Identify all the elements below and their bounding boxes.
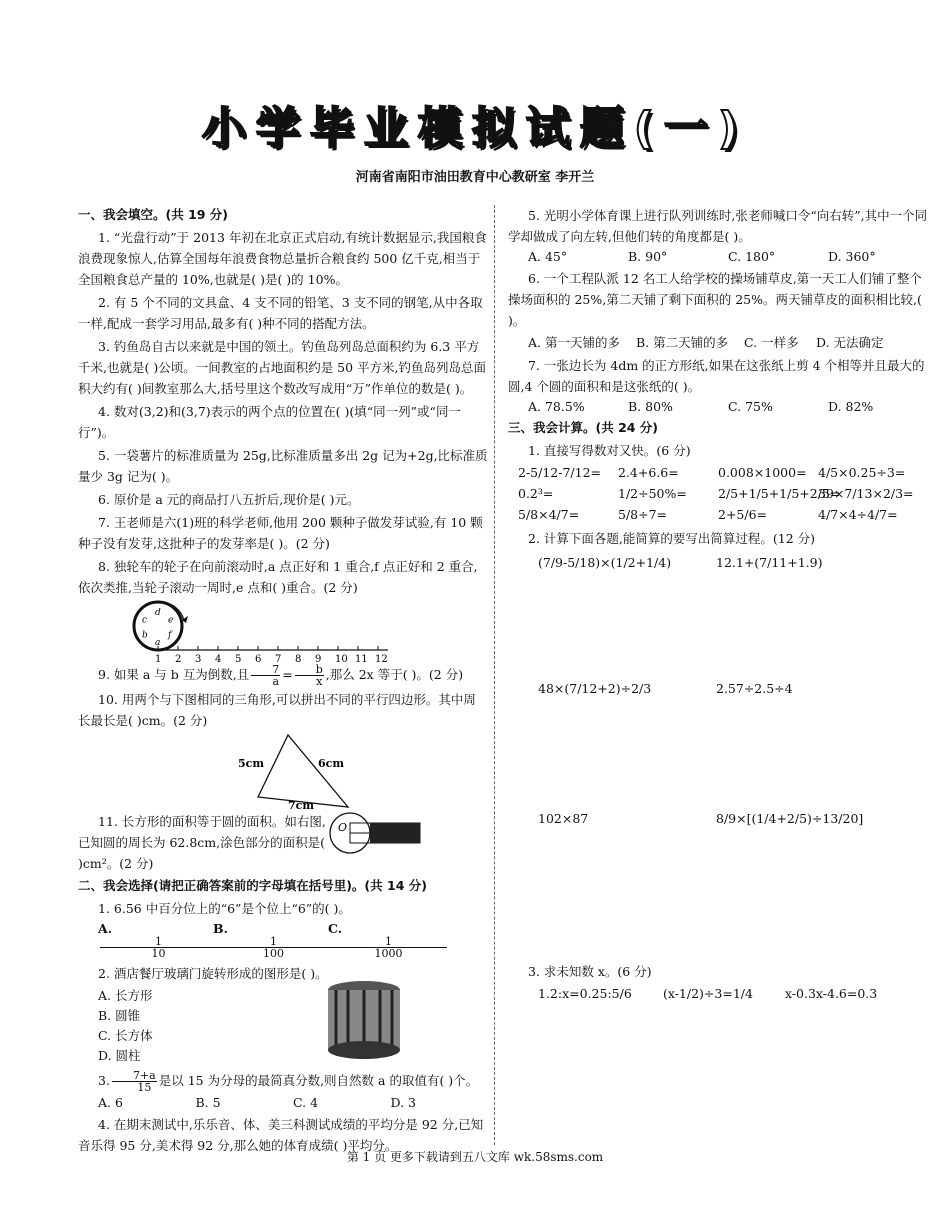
revolving-door-image — [326, 978, 406, 1062]
ruler-tick-label: 11 — [355, 654, 368, 665]
frac-den: 1000 — [374, 947, 403, 960]
frac-den: 10 — [151, 947, 166, 960]
choice-1-option-a — [98, 921, 213, 959]
tri-label-6cm: 6cm — [318, 757, 344, 770]
ruler-tick-label: 2 — [175, 654, 182, 665]
q9-frac1-num: 7 — [251, 664, 280, 676]
choice-7-option-a: A. 78.5% — [528, 399, 585, 414]
question-6: 6. 原价是 a 元的商品打八五折后,现价是( )元。 — [98, 492, 360, 507]
frac-num: 1 — [100, 936, 217, 948]
choice-5-option-c: C. 180° — [728, 249, 776, 264]
question-9: 9. 如果 a 与 b 互为倒数,且 $\frac{7}{a}$ = $\frac{b}{x}$ ,那么 2x 等于( )。(2 分) — [98, 663, 464, 688]
calc-item: 2/5+1/5+1/5+2/5= — [718, 486, 841, 501]
question-4: 4. 数对(3,2)和(3,7)表示的两个点的位置在( )(填“同一列”或“同一行”)。 — [78, 404, 461, 440]
calc-item: 0.008×1000= — [718, 465, 807, 480]
ruler-tick-label: 3 — [195, 654, 202, 665]
center-label: O — [338, 821, 348, 834]
ruler-tick-label: 1 — [155, 654, 162, 665]
calc-item: 2.4+6.6= — [618, 465, 679, 480]
choice-6: 6. 一个工程队派 12 名工人给学校的操场铺草皮,第一天工人们铺了整个操场面积的 25%,第二天铺了剩下面积的 25%。两天铺草皮的面积相比较,( )。 — [508, 271, 922, 328]
wheel-letter: c — [142, 615, 148, 626]
choice-3-option-d: D. 3 — [390, 1095, 416, 1110]
expr-1: (7/9-5/18)×(1/2+1/4) — [538, 555, 672, 570]
choice-3 — [78, 1070, 488, 1093]
tri-label-5cm: 5cm — [238, 757, 264, 770]
column-divider — [494, 205, 495, 1145]
choice-6-option-a: A. 第一天铺的多 — [528, 335, 620, 350]
wheel-letter: d — [155, 608, 161, 618]
choice-3-option-c: C. 4 — [293, 1095, 319, 1110]
c3-frac — [112, 1070, 157, 1093]
calc-item: 2+5/6= — [718, 507, 768, 522]
choice-2-option-a: A. 长方形 — [98, 988, 153, 1003]
tri-label-7cm: 7cm — [288, 799, 314, 812]
triangle-svg — [238, 733, 538, 811]
circle-rect-figure — [328, 811, 428, 861]
choice-7-option-d: D. 82% — [828, 399, 874, 414]
choice-1-option-b — [213, 921, 328, 959]
wheel-letter: b — [142, 630, 148, 641]
calc-part-2-area — [508, 551, 928, 961]
question-5: 5. 一袋薯片的标准质量为 25g,比标准质量多出 2g 记为+2g,比标准质量少 3g 记为( )。 — [78, 448, 488, 484]
door-bottom — [328, 1041, 400, 1059]
choice-6-option-d: D. 无法确定 — [816, 335, 884, 350]
calc-item: 5/8×4/7= — [518, 507, 580, 522]
question-8: 8. 独轮车的轮子在向前滚动时,a 点正好和 1 重合,f 点正好和 2 重合,依次类推,当轮子滚动一周时,e 点和( )重合。(2 分) — [78, 559, 478, 595]
option-letter: C. — [328, 921, 343, 936]
expr-6: 8/9×[(1/4+2/5)÷13/20] — [716, 811, 864, 826]
expr-3: 48×(7/12+2)÷2/3 — [538, 681, 652, 696]
shaded-area — [370, 823, 420, 843]
choice-1-options — [98, 921, 488, 959]
section-fill-blank: 一、我会填空。(共 19 分) — [78, 207, 229, 222]
wheel-letter: a — [155, 638, 161, 648]
choice-2-options — [78, 986, 488, 1066]
calc-item: 4/7×4÷4/7= — [818, 507, 898, 522]
choice-1-option-c — [328, 921, 443, 959]
choice-6-options — [528, 333, 928, 351]
option-letter: B. — [213, 921, 228, 936]
expr-5: 102×87 — [538, 811, 589, 826]
exam-title: 小学毕业模拟试题(一) — [201, 103, 749, 154]
question-11: 11. 长方形的面积等于圆的面积。如右图,已知圆的周长为 62.8cm,涂色部分的面积是( )cm²。(2 分) — [78, 814, 326, 871]
calc-row-1 — [518, 465, 928, 480]
wheel-letter: f — [167, 630, 172, 641]
solve-eq-2: (x-1/2)÷3=1/4 — [663, 986, 753, 1001]
choice-5-option-a: A. 45° — [528, 249, 568, 264]
frac-den: 100 — [263, 947, 284, 960]
calc-row-3 — [518, 507, 928, 522]
q9-text-post: ,那么 2x 等于( )。(2 分) — [325, 667, 464, 682]
calc-row-2 — [518, 486, 928, 501]
choice-5-option-d: D. 360° — [828, 249, 876, 264]
solve-eq-3: x-0.3x-4.6=0.3 — [785, 986, 878, 1001]
triangle — [258, 735, 348, 807]
frac-num: 1 — [215, 936, 332, 948]
choice-3-options — [98, 1095, 488, 1110]
question-11-block — [78, 811, 488, 874]
choice-3-option-a: A. 6 — [98, 1095, 123, 1110]
c3-pre: 3. — [98, 1073, 110, 1088]
choice-7-options — [528, 399, 928, 414]
exam-subtitle: 河南省南阳市油田教育中心教研室 李开兰 — [355, 170, 595, 185]
choice-5-options — [528, 249, 928, 264]
choice-6-option-c: C. 一样多 — [744, 335, 799, 350]
wheel-letter: e — [167, 615, 174, 626]
ruler-tick-label: 7 — [275, 654, 282, 665]
triangle-figure — [78, 733, 488, 811]
question-7: 7. 王老师是六(1)班的科学老师,他用 200 颗种子做发芽试验,有 10 颗种子没有发芽,这批种子的发芽率是( )。(2 分) — [78, 515, 483, 551]
choice-5: 5. 光明小学体育课上进行队列训练时,张老师喊口令“向右转”,其中一个同学却做成了向左转,但他们转的角度都是( )。 — [508, 208, 928, 244]
choice-2-block — [78, 986, 488, 1070]
ruler-tick-label: 4 — [215, 654, 222, 665]
left-column — [78, 205, 488, 1153]
choice-2-option-c: C. 长方体 — [98, 1028, 153, 1043]
choice-2: 2. 酒店餐厅玻璃门旋转形成的图形是( )。 — [98, 966, 328, 981]
calc-item: 2-5/12-7/12= — [518, 465, 602, 480]
c3-post: 是以 15 为分母的最简真分数,则自然数 a 的取值有( )个。 — [158, 1073, 479, 1088]
question-1: 1. “光盘行动”于 2013 年初在北京正式启动,有统计数据显示,我国粮食浪费现象惊人,估算全国每年浪费食物总量折合粮食约 500 亿千克,相当于全国粮食总产量的 10%,也就是( )是( )的 10%。 — [78, 230, 487, 287]
choice-2-option-d: D. 圆柱 — [98, 1048, 141, 1063]
calc-item: 39×7/13×2/3= — [818, 486, 914, 501]
choice-4: 4. 在期末测试中,乐乐音、体、美三科测试成绩的平均分是 92 分,已知音乐得 95 分,美术得 92 分,那么她的体育成绩( )平均分。 — [78, 1117, 484, 1153]
frac-num: 1 — [330, 936, 447, 948]
choice-6-option-b: B. 第二天铺的多 — [636, 335, 729, 350]
expr-2: 12.1+(7/11+1.9) — [716, 555, 823, 570]
page-footer: 第 1 页 更多下载请到五八文库 wk.58sms.com — [346, 1150, 604, 1164]
solve-row — [538, 986, 928, 1001]
q9-frac1-den: a — [272, 675, 280, 688]
right-column — [508, 205, 928, 1007]
ruler-tick-label: 6 — [255, 654, 262, 665]
ruler-tick-label: 5 — [235, 654, 242, 665]
question-3: 3. 钓鱼岛自古以来就是中国的领土。钓鱼岛列岛总面积约为 6.3 平方千米,也就是( )公顷。一间教室的占地面积约是 50 平方米,钓鱼岛列岛总面积大约有( )间教室那么大,括号里这个数改写成用“万”作单位的数是( )。 — [78, 339, 487, 396]
question-2: 2. 有 5 个不同的文具盒、4 支不同的铅笔、3 支不同的钢笔,从中各取一样,配成一套学习用品,最多有( )种不同的搭配方法。 — [78, 295, 483, 331]
ruler-tick-label: 10 — [335, 654, 348, 665]
choice-2-option-b: B. 圆锥 — [98, 1008, 141, 1023]
q9-frac2-den: x — [316, 675, 323, 688]
calc-part-2-title: 2. 计算下面各题,能简算的要写出简算过程。(12 分) — [528, 531, 816, 546]
calc-part-3-title: 3. 求未知数 x。(6 分) — [528, 964, 652, 979]
c3-frac-den: 15 — [137, 1081, 152, 1094]
choice-7: 7. 一张边长为 4dm 的正方形纸,如果在这张纸上剪 4 个相等并且最大的圆,4 个圆的面积和是这张纸的( )。 — [508, 358, 925, 394]
question-10: 10. 用两个与下图相同的三角形,可以拼出不同的平行四边形。其中周长最长是( )cm。(2 分) — [78, 692, 476, 728]
calc-item: 5/8÷7= — [618, 507, 668, 522]
calc-part-1-title: 1. 直接写得数对又快。(6 分) — [528, 443, 691, 458]
solve-eq-1: 1.2:x=0.25:5/6 — [538, 986, 632, 1001]
expr-4: 2.57÷2.5÷4 — [716, 681, 793, 696]
section-choice: 二、我会选择(请把正确答案前的字母填在括号里)。(共 14 分) — [78, 878, 427, 893]
choice-5-option-b: B. 90° — [628, 249, 668, 264]
q9-frac-1 — [251, 664, 280, 687]
q9-frac-2 — [295, 664, 324, 687]
choice-7-option-c: C. 75% — [728, 399, 773, 414]
ruler-tick-label: 8 — [295, 654, 302, 665]
c3-frac-num: 7+a — [112, 1070, 157, 1082]
ruler-tick-label: 9 — [315, 654, 322, 665]
q9-text-pre: 9. 如果 a 与 b 互为倒数,且 — [98, 667, 250, 682]
section-calculation: 三、我会计算。(共 24 分) — [508, 420, 659, 435]
ruler-tick-label: 12 — [375, 654, 388, 665]
wheel-ruler-figure — [78, 600, 488, 664]
calc-item: 4/5×0.25÷3= — [818, 465, 906, 480]
choice-1: 1. 6.56 中百分位上的“6”是个位上“6”的( )。 — [98, 901, 351, 916]
q9-frac2-num: b — [295, 664, 324, 676]
choice-7-option-b: B. 80% — [628, 399, 673, 414]
option-letter: A. — [98, 921, 113, 936]
calc-item: 1/2÷50%= — [618, 486, 687, 501]
wheel-ruler-svg — [78, 600, 398, 664]
choice-3-option-b: B. 5 — [195, 1095, 221, 1110]
calc-item: 0.2³= — [518, 486, 554, 501]
